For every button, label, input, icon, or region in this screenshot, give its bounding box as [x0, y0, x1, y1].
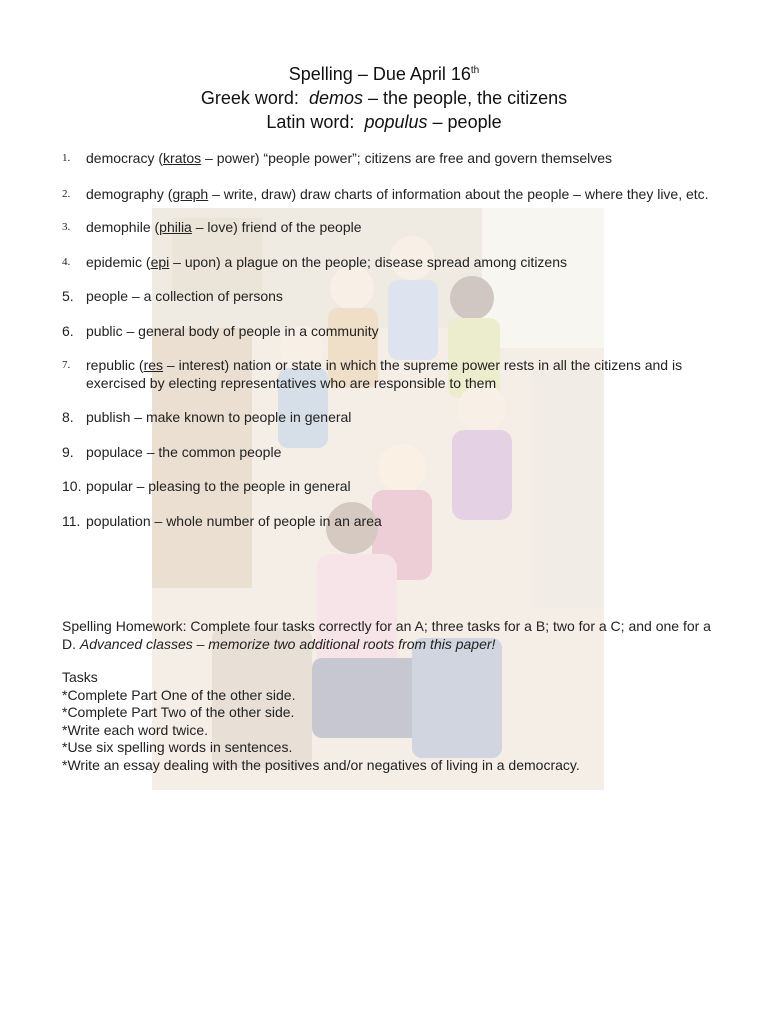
spelling-word-list — [62, 150, 712, 530]
list-item: 1. democracy (kratos – power) “people power”; citizens are free and govern themselves — [62, 150, 613, 166]
root-word: res — [143, 357, 164, 373]
title-superscript: th — [470, 65, 480, 76]
root-word: graph — [172, 185, 209, 202]
list-item: 9. populace – the common people — [62, 443, 282, 460]
task-item: *Write each word twice. — [62, 721, 209, 738]
latin-root: populus — [364, 112, 428, 132]
task-item: *Use six spelling words in sentences. — [62, 739, 293, 755]
list-item: 8. publish – make known to people in general — [62, 409, 352, 425]
root-word: kratos — [163, 150, 202, 166]
list-item: 11. population – whole number of people in an area — [62, 512, 382, 529]
item-number: 7. — [62, 359, 71, 371]
item-number: 3. — [62, 221, 71, 233]
tasks-section — [62, 669, 712, 774]
item-number: 10. — [62, 478, 82, 494]
list-item: 6. public – general body of people in a community — [62, 322, 379, 339]
item-number: 8. — [62, 409, 74, 425]
item-number: 11. — [62, 512, 81, 529]
title-line-1: Spelling – Due April 16th — [288, 64, 480, 84]
list-item: 5. people – a collection of persons — [62, 288, 283, 304]
task-item: *Write an essay dealing with the positives and/or negatives of living in a democracy. — [62, 756, 580, 773]
title-block — [0, 62, 768, 134]
item-number: 5. — [62, 288, 74, 304]
root-word: philia — [159, 219, 192, 235]
list-item: 4. epidemic (epi – upon) a plague on the people; disease spread among citizens — [62, 253, 568, 270]
root-word: epi — [150, 253, 170, 270]
homework-instructions: Spelling Homework: Complete four tasks correctly for an A; three tasks for a B; two for a C; and one for a D. Advanced classes – memorize two additional roots from this paper! — [62, 618, 711, 652]
item-number: 2. — [62, 187, 71, 200]
list-item: 7. republic (res – interest) nation or state in which the supreme power rests in all the citizens and is exercised by electing representatives who are responsible to them — [62, 357, 683, 391]
list-item: 2. demography (graph – write, draw) draw charts of information about the people – where they live, etc. — [62, 185, 709, 202]
item-number: 4. — [62, 255, 71, 268]
task-item: *Complete Part Two of the other side. — [62, 704, 295, 720]
list-item: 3. demophile (philia – love) friend of the people — [62, 219, 362, 235]
advanced-note: Advanced classes – memorize two additional roots from this paper! — [79, 635, 496, 652]
tasks-heading: Tasks — [62, 669, 98, 685]
item-number: 6. — [62, 322, 74, 339]
title-line-3: Latin word: populus – people — [266, 112, 502, 132]
list-item: 10. popular – pleasing to the people in general — [62, 478, 351, 494]
item-number: 9. — [62, 443, 74, 460]
task-item: *Complete Part One of the other side. — [62, 686, 296, 703]
greek-root: demos — [308, 88, 363, 108]
title-line-2: Greek word: demos – the people, the citizens — [200, 88, 568, 108]
item-number: 1. — [62, 152, 71, 164]
